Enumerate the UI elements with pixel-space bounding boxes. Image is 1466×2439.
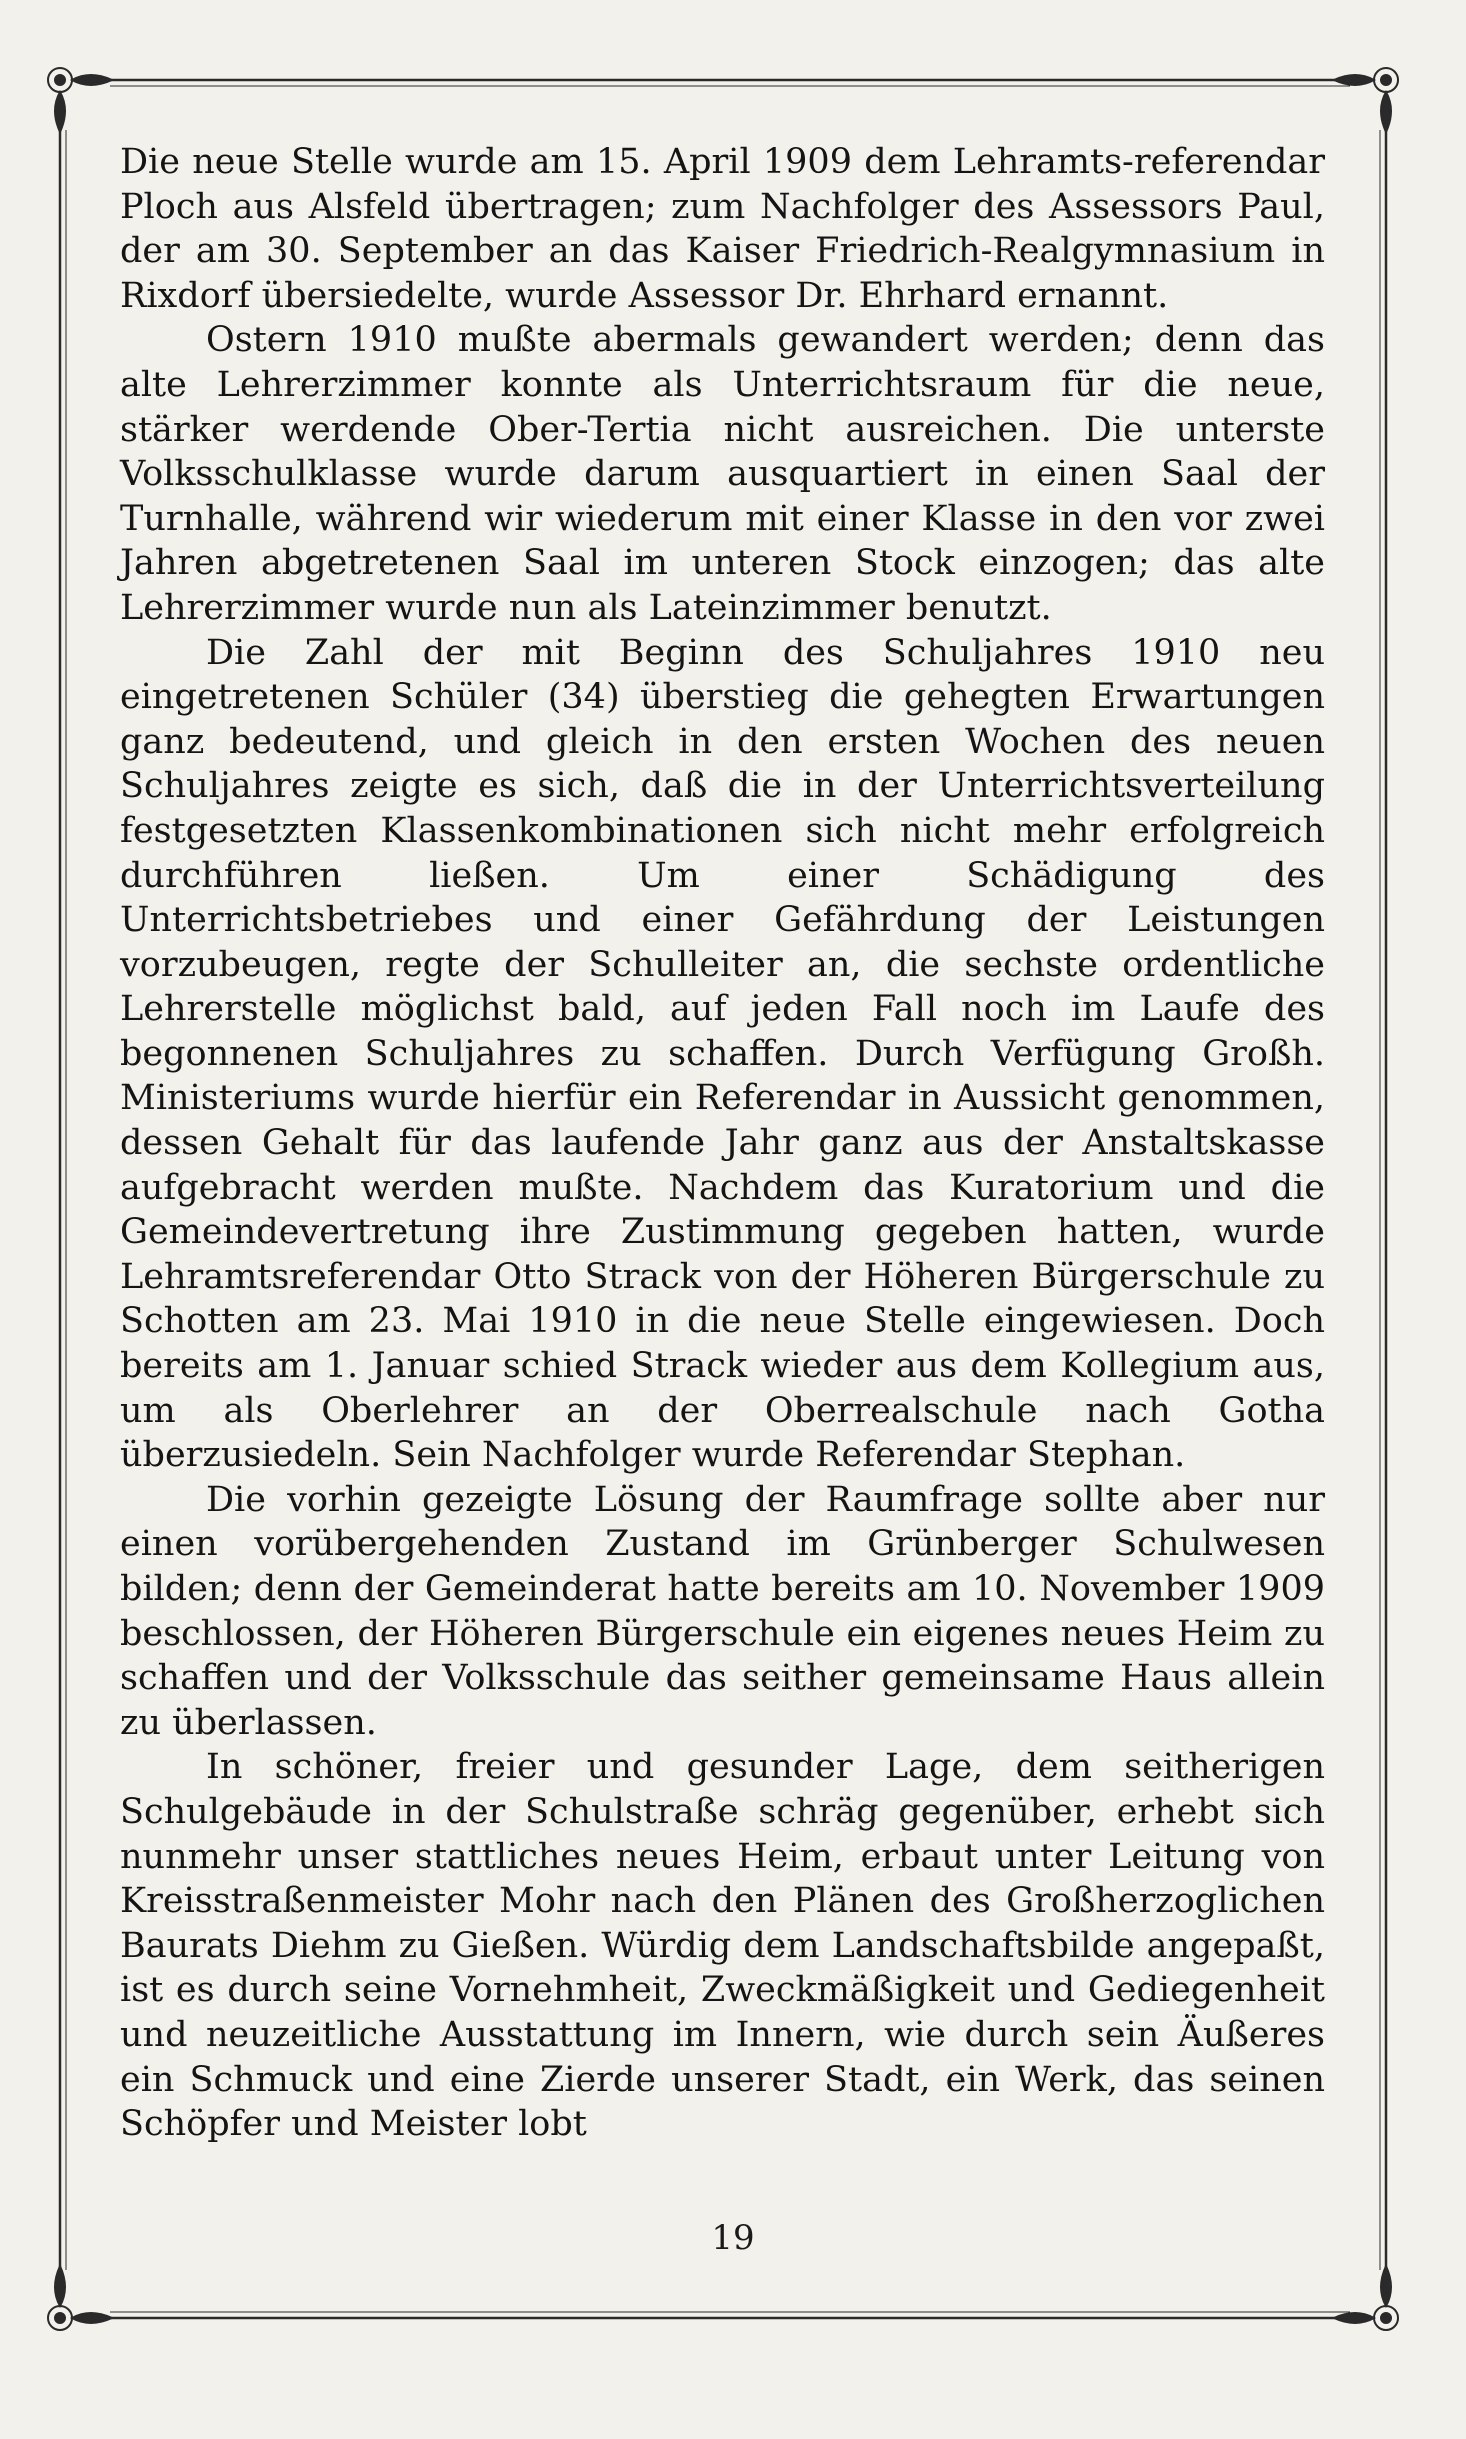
paragraph-5: In schöner, freier und gesunder Lage, dem seitherigen Schulgebäude in der Schulstraße schräg gegenüber, erhebt sich nunmehr unser stattliches neues Heim, erbaut unter Leitung von Kreisstraßenmeister Mohr nach den Plänen des Großherzoglichen Baurats Diehm zu Gießen. Würdig dem Landschaftsbilde angepaßt, ist es durch seine Vornehmheit, Zweckmäßigkeit und Gediegenheit und neuzeitliche Ausstattung im Innern, wie durch sein Äußeres ein Schmuck und eine Zierde unserer Stadt, ein Werk, das seinen Schöpfer und Meister lobt	[120, 1747, 1325, 2145]
corner-ornament-bottom-left	[48, 2266, 112, 2330]
paragraph-1: Die neue Stelle wurde am 15. April 1909 dem Lehramts-referendar Ploch aus Alsfeld übertragen; zum Nachfolger des Assessors Paul, der am 30. September an das Kaiser Friedrich-Realgymnasium in Rixdorf übersiedelte, wurde Assessor Dr. Ehrhard ernannt.	[120, 142, 1325, 316]
page-number: 19	[711, 2218, 755, 2258]
corner-ornament-top-right	[1334, 68, 1398, 132]
corner-ornament-top-left	[48, 68, 112, 132]
paragraph-3: Die Zahl der mit Beginn des Schuljahres 1910 neu eingetretenen Schüler (34) überstieg die gehegten Erwartungen ganz bedeutend, und gleich in den ersten Wochen des neuen Schuljahres zeigte es sich, daß die in der Unterrichtsverteilung festgesetzten Klassenkombinationen sich nicht mehr erfolgreich durchführen ließen. Um einer Schädigung des Unterrichtsbetriebes und einer Gefährdung der Leistungen vorzubeugen, regte der Schulleiter an, die sechste ordentliche Lehrerstelle möglichst bald, auf jeden Fall noch im Laufe des begonnenen Schuljahres zu schaffen. Durch Verfügung Großh. Ministeriums wurde hierfür ein Referendar in Aussicht genommen, dessen Gehalt für das laufende Jahr ganz aus der Anstaltskasse aufgebracht werden mußte. Nachdem das Kuratorium und die Gemeindevertretung ihre Zustimmung gegeben hatten, wurde Lehramtsreferendar Otto Strack von der Höheren Bürgerschule zu Schotten am 23. Mai 1910 in die neue Stelle eingewiesen. Doch bereits am 1. Januar schied Strack wieder aus dem Kollegium aus, um als Oberlehrer an der Oberrealschule nach Gotha überzusiedeln. Sein Nachfolger wurde Referendar Stephan.	[120, 632, 1325, 1476]
paragraph-4: Die vorhin gezeigte Lösung der Raumfrage sollte aber nur einen vorübergehenden Zustand im Grünberger Schulwesen bilden; denn der Gemeinderat hatte bereits am 10. November 1909 beschlossen, der Höheren Bürgerschule ein eigenes neues Heim zu schaffen und der Volksschule das seither gemeinsame Haus allein zu überlassen.	[120, 1479, 1325, 1743]
corner-ornament-bottom-right	[1334, 2266, 1398, 2330]
page-body-text	[120, 140, 1325, 2250]
paragraph-2: Ostern 1910 mußte abermals gewandert werden; denn das alte Lehrerzimmer konnte als Unterrichtsraum für die neue, stärker werdende Ober-Tertia nicht ausreichen. Die unterste Volksschulklasse wurde darum ausquartiert in einen Saal der Turnhalle, während wir wiederum mit einer Klasse in den vor zwei Jahren abgetretenen Saal im unteren Stock einzogen; das alte Lehrerzimmer wurde nun als Lateinzimmer benutzt.	[120, 320, 1325, 628]
